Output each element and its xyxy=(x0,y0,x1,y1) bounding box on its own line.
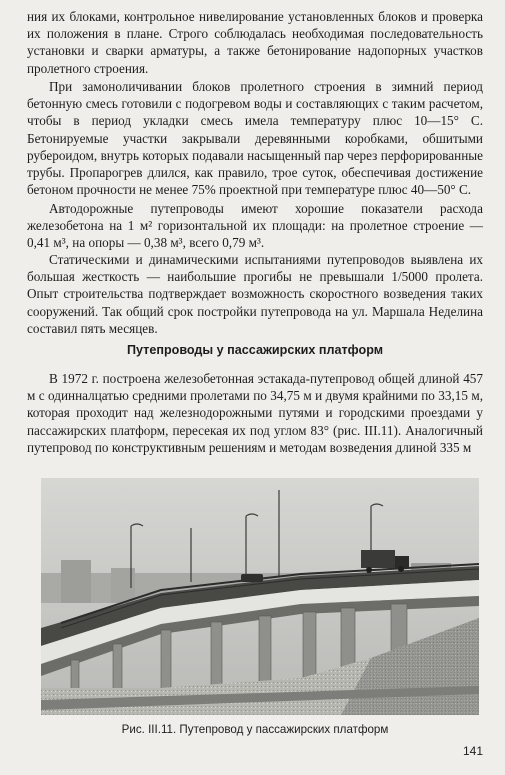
paragraph-2: При замоноличивании блоков пролетного строения в зимний период бетонную смесь готовили с подогревом воды и составляющих с таким расчетом, чтобы в период укладки смесь имела температуру плюс 10—15° С. Бетонируемые участки закрывали деревянными коробками, обшитыми рубероидом, внутрь которых подавали насыщенный пар через перфорированные трубы. Пропарогрев длился, как правило, трое суток, обеспечивая достижение бетоном прочности не менее 75% проектной при температуре плюс 40—50° С. xyxy=(27,79,483,198)
page-number: 141 xyxy=(462,744,483,758)
paragraph-5: В 1972 г. построена железобетонная эстакада-путепровод общей длиной 457 м с одинналцатью средними пролетами по 34,75 м и двумя крайними по 33,15 м, которая проходит над железнодорожными путями и городскими проездами у пассажирских платформ, пересекая их под углом 83° (рис. III.11). Аналогичный путепровод по конструктивным решениям и методам возведения длиной 335 м xyxy=(27,371,483,455)
overpass-photo xyxy=(41,478,479,715)
paragraph-4: Статическими и динамическими испытаниями путепроводов выявлена их большая жесткость — наибольшие прогибы не превышали 1/5000 пролета. Опыт строительства подтверждает возможность скоростного возведения таких сооружений. Так общий срок постройки путепровода на ул. Маршала Неделина составил пять месяцев. xyxy=(27,252,483,336)
paragraph-3: Автодорожные путепроводы имеют хорошие показатели расхода железобетона на 1 м² горизонтальной их площади: на пролетное строение — 0,41 м³, на опоры — 0,38 м³, всего 0,79 м³. xyxy=(27,201,483,251)
paragraph-1: ния их блоками, контрольное нивелирование установленных блоков и проверка их положения в плане. Строго соблюдалась необходимая последовательность установки и сварки арматуры, а также бетонирование надопорных участков пролетного строения. xyxy=(27,9,483,76)
figure-caption: Рис. III.11. Путепровод у пассажирских платформ xyxy=(121,723,389,736)
section-heading: Путепроводы у пассажирских платформ xyxy=(126,343,384,357)
